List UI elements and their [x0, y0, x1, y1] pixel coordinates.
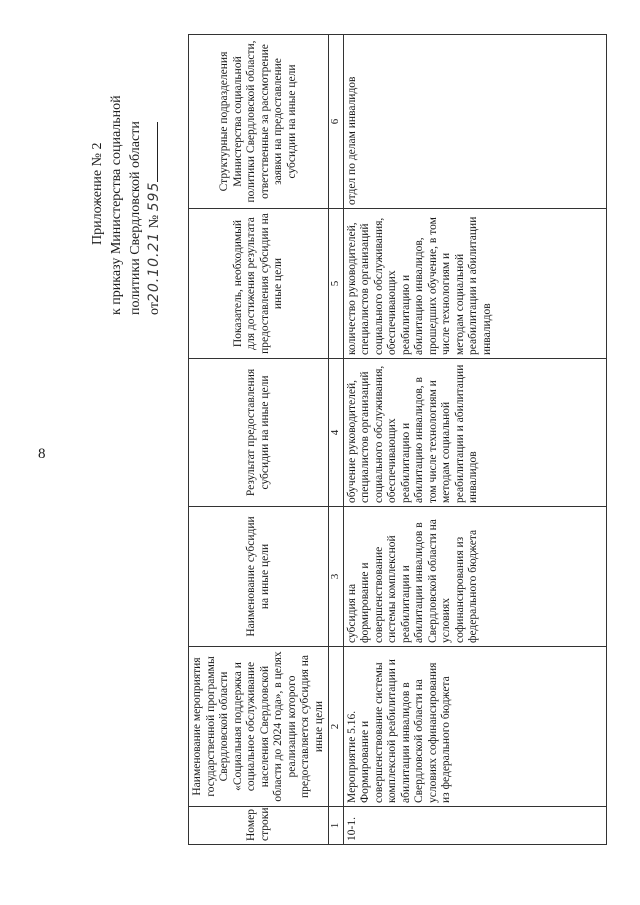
annex-date-handwritten: 20.10.21	[146, 231, 162, 303]
header-program-activity: Наименование мероприятия государственной программы Свердловской области «Социальная поддержка и социальное обслуживание населения Свердловской области до 2024 года», в целях реализации которого предоставляется субсидия на иные цели	[189, 647, 329, 807]
header-subsidy-result: Результат предоставления субсидии на иные цели	[189, 359, 329, 507]
annex-title: Приложение № 2	[90, 142, 105, 245]
column-number: 1	[329, 807, 344, 845]
cell-responsible-department: отдел по делам инвалидов	[343, 35, 606, 209]
table-row	[343, 35, 606, 845]
annex-date-line	[145, 15, 164, 315]
page-number: 8	[38, 446, 46, 462]
column-number: 2	[329, 647, 344, 807]
column-number: 4	[329, 359, 344, 507]
column-number: 5	[329, 209, 344, 359]
header-subsidy-name: Наименование субсидии на иные цели	[189, 507, 329, 647]
subsidy-table	[188, 34, 607, 845]
annex-line-3: политики Свердловской области	[128, 121, 143, 315]
annex-date-prefix: от	[147, 302, 162, 315]
cell-subsidy-name: субсидия на формирование и совершенствование системы комплексной реабилитации и абилитации инвалидов в Свердловской области на условиях софинансирования из федерального бюджета	[343, 507, 606, 647]
cell-program-activity: Мероприятие 5.16. Формирование и совершенствование системы комплексной реабилитации и абилитации инвалидов в Свердловской области на условиях софинансирования из федерального бюджета	[343, 647, 606, 807]
subsidy-table-rotated	[188, 35, 613, 845]
annex-line-2: к приказу Министерства социальной	[109, 95, 124, 315]
header-row-number: Номер строки	[189, 807, 329, 845]
annex-number-label: №	[147, 214, 162, 229]
annex-header	[88, 15, 164, 315]
annex-number-underline	[145, 122, 158, 182]
column-number: 3	[329, 507, 344, 647]
cell-row-number: 10-1.	[343, 807, 606, 845]
cell-indicator: количество руководителей, специалистов организаций социального обслуживания, обеспечивающих реабилитацию и абилитацию инвалидов, прошедших обучение, в том числе технологиям и методам социальной реабилитации и абилитации инвалидов	[343, 209, 606, 359]
column-number-row	[329, 35, 344, 845]
annex-number-handwritten: 595	[146, 181, 162, 212]
cell-subsidy-result: обучение руководителей, специалистов организаций социального обслуживания, обеспечивающих реабилитацию и абилитацию инвалидов, в том числе технологиям и методам социальной реабилитации и абилитации инвалидов	[343, 359, 606, 507]
column-number: 6	[329, 35, 344, 209]
table-header-row	[189, 35, 329, 845]
header-indicator: Показатель, необходимый для достижения результата предоставления субсидии на иные цели	[189, 209, 329, 359]
header-responsible-departments: Структурные подразделения Министерства социальной политики Свердловской области, ответственные за рассмотрение заявки на предоставление субсидии на иные цели	[189, 35, 329, 209]
